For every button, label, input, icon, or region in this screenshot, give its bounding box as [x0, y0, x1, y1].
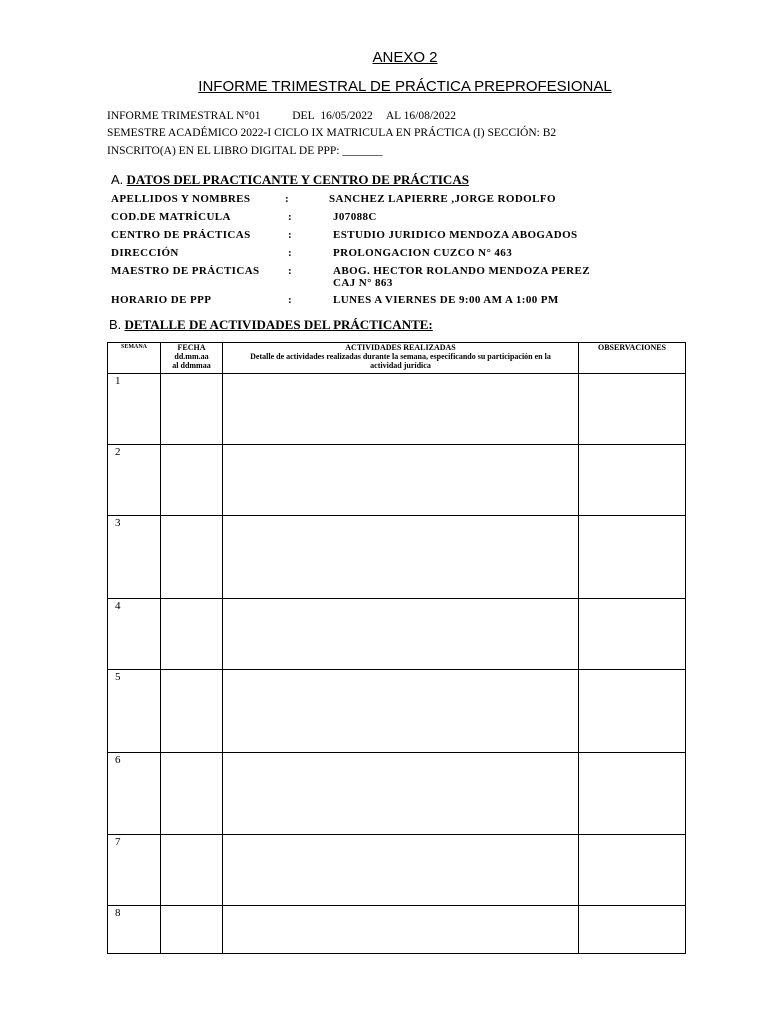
week-number: 7: [108, 835, 161, 906]
field-value-code: J07088C: [333, 211, 377, 223]
observations-cell[interactable]: [579, 374, 686, 445]
field-value-master-registry: CAJ N° 863: [333, 277, 393, 289]
date-cell[interactable]: [161, 445, 223, 516]
page-title: INFORME TRIMESTRAL DE PRÁCTICA PREPROFESIONAL: [198, 78, 612, 95]
section-a-letter: A.: [111, 172, 124, 187]
observations-cell[interactable]: [579, 670, 686, 753]
observations-cell[interactable]: [579, 445, 686, 516]
field-label-center: CENTRO DE PRÁCTICAS: [111, 229, 251, 241]
field-label-names: APELLIDOS Y NOMBRES: [111, 193, 251, 205]
activities-cell[interactable]: [223, 516, 579, 599]
col-header-date-to: al ddmmaa: [172, 361, 211, 370]
section-b-title: DETALLE DE ACTIVIDADES DEL PRÁCTICANTE:: [124, 317, 433, 332]
field-value-address: PROLONGACION CUZCO N° 463: [333, 247, 513, 259]
col-header-observations: OBSERVACIONES: [579, 343, 686, 374]
field-colon: :: [288, 247, 293, 259]
week-number: 4: [108, 599, 161, 670]
activities-cell[interactable]: [223, 906, 579, 954]
field-colon: :: [288, 294, 293, 306]
col-header-activities-desc: Detalle de actividades realizadas durante la semana, especificando su participación en la actividad jurídica: [250, 352, 551, 370]
table-header-row: [108, 343, 686, 374]
field-label-address: DIRECCIÓN: [111, 247, 179, 259]
to-date: 16/08/2022: [403, 110, 457, 122]
date-cell[interactable]: [161, 753, 223, 835]
semester-line: SEMESTRE ACADÉMICO 2022-I CICLO IX MATRICULA EN PRÁCTICA (I) SECCIÓN: B2: [107, 127, 557, 139]
field-colon: :: [288, 211, 293, 223]
observations-cell[interactable]: [579, 753, 686, 835]
section-b-heading: [109, 317, 433, 333]
inscribed-line: INSCRITO(A) EN EL LIBRO DIGITAL DE PPP: _______: [107, 145, 383, 157]
week-number: 2: [108, 445, 161, 516]
col-header-date-title: FECHA: [177, 343, 206, 352]
table-row: [108, 374, 686, 445]
observations-cell[interactable]: [579, 906, 686, 954]
field-colon: :: [288, 265, 293, 277]
date-cell[interactable]: [161, 374, 223, 445]
field-colon: :: [288, 229, 293, 241]
field-value-names: SANCHEZ LAPIERRE ,JORGE RODOLFO: [329, 193, 556, 205]
week-number: 6: [108, 753, 161, 835]
table-row: [108, 906, 686, 954]
activities-cell[interactable]: [223, 670, 579, 753]
week-number: 3: [108, 516, 161, 599]
field-label-schedule: HORARIO DE PPP: [111, 294, 212, 306]
section-a-title: DATOS DEL PRACTICANTE Y CENTRO DE PRÁCTICAS: [126, 172, 469, 187]
date-cell[interactable]: [161, 835, 223, 906]
report-number: INFORME TRIMESTRAL N°01: [107, 110, 261, 122]
field-value-center: ESTUDIO JURIDICO MENDOZA ABOGADOS: [333, 229, 578, 241]
to-label: AL: [385, 110, 401, 122]
table-row: [108, 753, 686, 835]
activities-cell[interactable]: [223, 753, 579, 835]
week-number: 1: [108, 374, 161, 445]
from-label: DEL: [292, 110, 315, 122]
activities-cell[interactable]: [223, 445, 579, 516]
activities-table: [107, 342, 686, 954]
col-header-activities: [223, 343, 579, 374]
activities-cell[interactable]: [223, 374, 579, 445]
col-header-week: SEMANA: [108, 343, 161, 374]
date-cell[interactable]: [161, 670, 223, 753]
table-row: [108, 445, 686, 516]
week-number: 8: [108, 906, 161, 954]
report-period-line: [107, 110, 456, 122]
observations-cell[interactable]: [579, 599, 686, 670]
field-label-master: MAESTRO DE PRÁCTICAS: [111, 265, 260, 277]
field-value-master: ABOG. HECTOR ROLANDO MENDOZA PEREZ: [333, 265, 590, 277]
week-number: 5: [108, 670, 161, 753]
col-header-date: [161, 343, 223, 374]
observations-cell[interactable]: [579, 835, 686, 906]
from-date: 16/05/2022: [320, 110, 373, 122]
col-header-date-from: dd.mm.aa: [174, 352, 209, 361]
activities-cell[interactable]: [223, 835, 579, 906]
observations-cell[interactable]: [579, 516, 686, 599]
field-colon: :: [285, 193, 290, 205]
col-header-activities-title: ACTIVIDADES REALIZADAS: [345, 343, 456, 352]
date-cell[interactable]: [161, 516, 223, 599]
table-row: [108, 516, 686, 599]
section-b-letter: B.: [109, 317, 122, 332]
field-label-code: COD.DE MATRÍCULA: [111, 211, 231, 223]
field-value-schedule: LUNES A VIERNES DE 9:00 AM A 1:00 PM: [333, 294, 559, 306]
annex-number: ANEXO 2: [372, 49, 438, 66]
table-row: [108, 835, 686, 906]
table-row: [108, 670, 686, 753]
activities-cell[interactable]: [223, 599, 579, 670]
section-a-heading: [111, 172, 469, 188]
date-cell[interactable]: [161, 599, 223, 670]
table-row: [108, 599, 686, 670]
date-cell[interactable]: [161, 906, 223, 954]
